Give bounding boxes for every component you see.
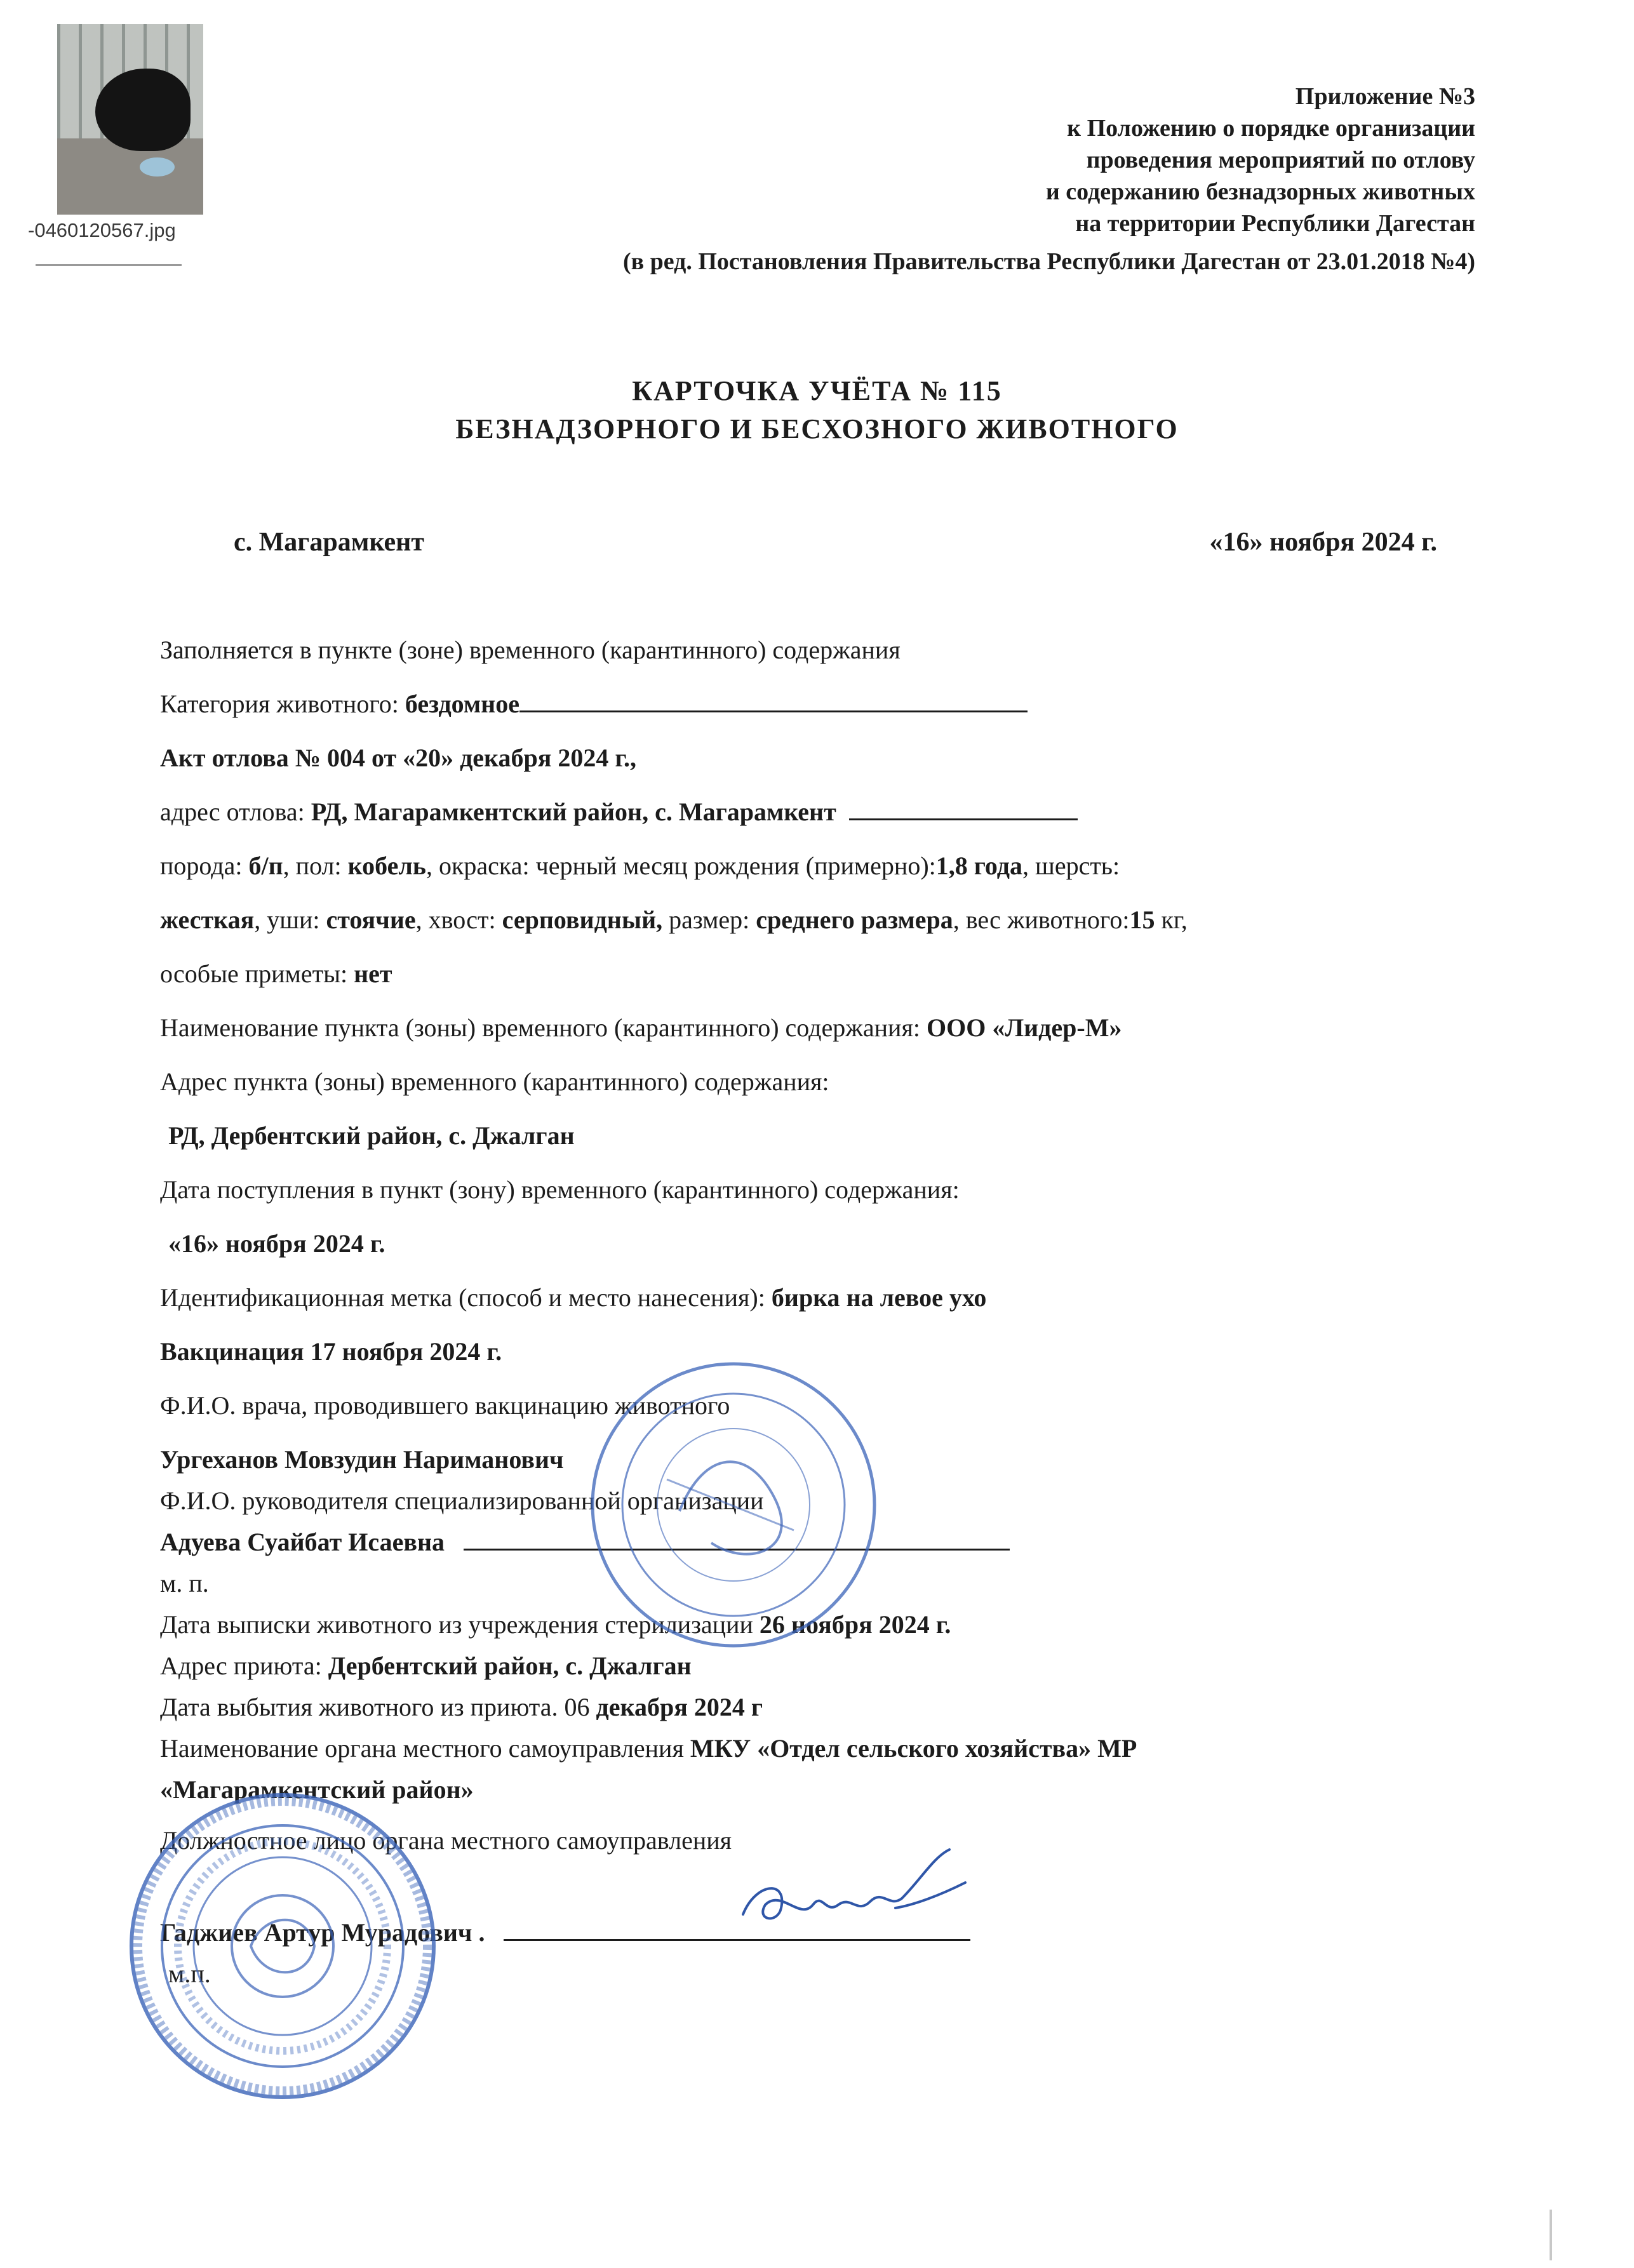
handwritten-signature (730, 1844, 972, 1940)
breed-label: порода: (160, 851, 249, 880)
marks-value: нет (354, 959, 392, 988)
card-date: «16» ноября 2024 г. (1209, 528, 1437, 557)
weight-value: 15 (1129, 905, 1155, 934)
catch-address-value: РД, Магарамкентский район, с. Магарамкент (311, 797, 836, 826)
ears-value: стоячие (326, 905, 416, 934)
divider (36, 264, 182, 266)
fur-label: , шерсть: (1022, 851, 1120, 880)
marks-label: особые приметы: (160, 959, 354, 988)
weight-unit: кг, (1155, 905, 1188, 934)
body-line-13 (160, 1283, 986, 1312)
head-name-label: Ф.И.О. руководителя специализированной организации (160, 1486, 764, 1515)
size-label: размер: (662, 905, 756, 934)
discharge-date-label: Дата выписки животного из учреждения стерилизации (160, 1610, 760, 1639)
vet-name-label: Ф.И.О. врача, проводившего вакцинацию животного (160, 1391, 730, 1420)
facility-name-label: Наименование пункта (зоны) временного (карантинного) содержания: (160, 1013, 927, 1042)
body-line-4 (160, 797, 1078, 827)
departure-date-label: Дата выбытия животного из приюта. 06 (160, 1693, 596, 1721)
bowl-image (140, 157, 175, 177)
seal-place-1: м. п. (160, 1569, 209, 1598)
photo-filename: -0460120567.jpg (28, 219, 176, 241)
dog-image (95, 69, 191, 151)
tail-label: , хвост: (415, 905, 502, 934)
id-tag-value: бирка на левое ухо (771, 1283, 987, 1312)
header-line-4: и содержанию безнадзорных животных (1045, 178, 1475, 205)
ears-label: , уши: (254, 905, 326, 934)
organization-stamp (584, 1352, 883, 1657)
facility-address-label: Адрес пункта (зоны) временного (карантинного) содержания: (160, 1067, 829, 1096)
header-line-1: Приложение №3 (1295, 83, 1475, 110)
body-line-2 (160, 689, 1028, 719)
header-line-6: (в ред. Постановления Правительства Республики Дагестан от 23.01.2018 №4) (622, 248, 1475, 275)
body-line-22 (160, 1692, 763, 1722)
category-value: бездомное (405, 690, 519, 718)
authority-value: МКУ «Отдел сельского хозяйства» МР (690, 1734, 1137, 1763)
age-value: 1,8 года (935, 851, 1023, 880)
breed-value: б/п (248, 851, 283, 880)
fur-value: жесткая (160, 905, 255, 934)
card-subtitle: БЕЗНАДЗОРНОГО И БЕСХОЗНОГО ЖИВОТНОГО (455, 413, 1179, 444)
header-line-2: к Положению о порядке организации (1067, 115, 1475, 142)
sex-value: кобель (347, 851, 426, 880)
category-label: Категория животного: (160, 690, 405, 718)
underline (519, 689, 1028, 712)
facility-name-value: ООО «Лидер-М» (926, 1013, 1122, 1042)
card-title: КАРТОЧКА УЧЁТА № 115 (632, 375, 1002, 406)
facility-address-value: РД, Дербентский район, с. Джалган (168, 1121, 575, 1150)
authority-label: Наименование органа местного самоуправления (160, 1734, 690, 1763)
attached-dog-photo (57, 24, 203, 215)
authority-value-cont: «Магарамкентский район» (160, 1775, 474, 1804)
head-name-value: Адуева Суайбат Исаевна (160, 1528, 445, 1556)
shelter-address-value: Дербентский район, с. Джалган (328, 1651, 692, 1680)
tail-value: серповидный, (502, 905, 663, 934)
arrival-date-value: «16» ноября 2024 г. (168, 1229, 385, 1258)
discharge-date-value: 26 ноября 2024 г. (759, 1610, 951, 1639)
body-line-8 (160, 1013, 1122, 1043)
catch-act: Акт отлова № 004 от «20» декабря 2024 г., (160, 744, 637, 772)
catch-address-label: адрес отлова: (160, 797, 311, 826)
official-label: Должностное лицо органа местного самоуправления (160, 1826, 732, 1855)
id-tag-label: Идентификационная метка (способ и место нанесения): (160, 1283, 772, 1312)
departure-date-value: декабря 2024 г (596, 1693, 763, 1721)
weight-label: , вес животного: (953, 905, 1130, 934)
place: с. Магарамкент (234, 528, 424, 557)
underline (849, 797, 1078, 820)
body-line-1: Заполняется в пункте (зоне) временного (карантинного) содержания (160, 636, 901, 664)
vaccination-date: Вакцинация 17 ноября 2024 г. (160, 1337, 502, 1366)
header-line-5: на территории Республики Дагестан (1075, 210, 1475, 237)
municipal-stamp (124, 1784, 441, 2108)
size-value: среднего размера (756, 905, 953, 934)
body-line-23 (160, 1733, 1137, 1763)
scan-mark (1550, 2210, 1552, 2260)
vet-name-value: Ургеханов Мовзудин Нариманович (160, 1445, 564, 1474)
body-line-7 (160, 959, 392, 989)
header-line-3: проведения мероприятий по отлову (1086, 147, 1475, 173)
arrival-date-label: Дата поступления в пункт (зону) временного (карантинного) содержания: (160, 1175, 960, 1204)
color-birth-label: , окраска: черный месяц рождения (примерно): (425, 851, 936, 880)
official-name: Гаджиев Артур Мурадович . (160, 1918, 485, 1947)
body-line-6 (160, 905, 1188, 935)
body-line-5 (160, 851, 1120, 881)
shelter-address-label: Адрес приюта: (160, 1651, 328, 1680)
seal-place-2: м.п. (168, 1959, 211, 1988)
sex-label: , пол: (283, 851, 348, 880)
